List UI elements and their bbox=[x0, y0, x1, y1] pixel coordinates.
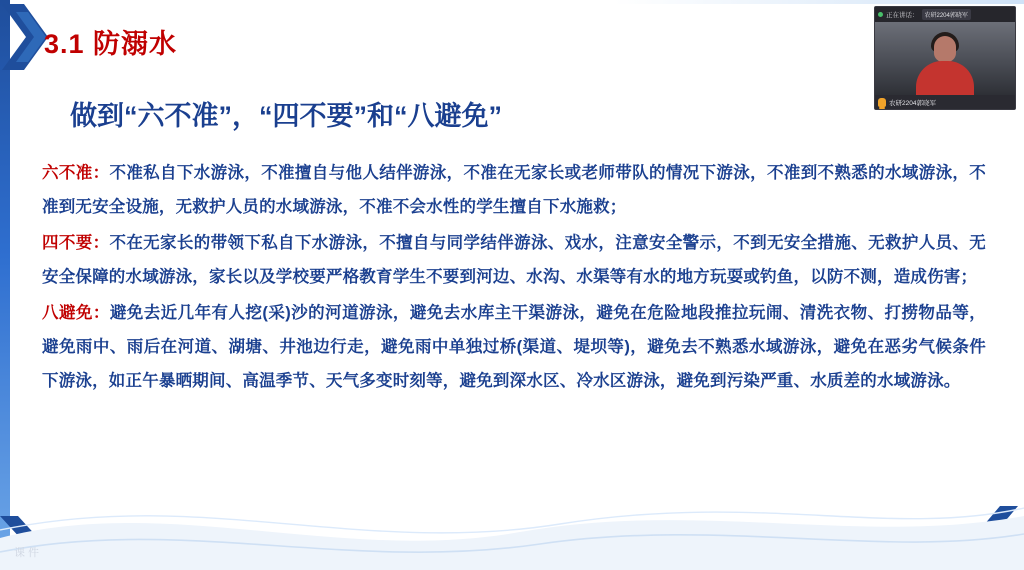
microphone-icon[interactable] bbox=[878, 98, 886, 107]
video-feed[interactable] bbox=[875, 22, 1015, 95]
video-topbar bbox=[875, 7, 1015, 22]
paragraph-sibuyao bbox=[42, 226, 986, 294]
video-bottombar bbox=[875, 95, 1015, 109]
page-title: 3.1 防溺水 bbox=[44, 29, 178, 59]
paragraph-lead-liubuzhun: 六不准： bbox=[42, 164, 110, 182]
slide-body bbox=[42, 156, 986, 400]
paragraph-babimian bbox=[42, 296, 986, 398]
speaker-name-chip: 农研2204郭晓军 bbox=[922, 9, 971, 20]
top-border bbox=[0, 0, 1024, 4]
watermark-text: 课件 bbox=[14, 547, 42, 559]
participant-head bbox=[934, 36, 956, 62]
participant-name-label: 农研2204郭晓军 bbox=[889, 99, 936, 107]
paragraph-liubuzhun bbox=[42, 156, 986, 224]
wave-decoration bbox=[0, 460, 1024, 570]
speaking-indicator-icon bbox=[878, 12, 883, 17]
chevron-top-left-icon bbox=[2, 4, 48, 70]
video-conference-panel[interactable] bbox=[874, 6, 1016, 110]
paragraph-text-liubuzhun: 不准私自下水游泳，不准擅自与他人结伴游泳，不准在无家长或老师带队的情况下游泳，不准到不熟悉的水域游泳，不准到无安全设施，无救护人员的水域游泳，不准不会水性的学生擅自下水施救； bbox=[42, 164, 986, 216]
paragraph-lead-babimian: 八避免： bbox=[42, 304, 110, 322]
paragraph-text-sibuyao: 不在无家长的带领下私自下水游泳，不擅自与同学结伴游泳、戏水，注意安全警示，不到无安全措施、无救护人员、无安全保障的水域游泳，家长以及学校要严格教育学生不要到河边、水沟、水渠等有水的地方玩耍或钓鱼，以防不测，造成伤害； bbox=[42, 234, 986, 286]
speaking-label: 正在讲话： bbox=[886, 12, 919, 19]
page-subtitle: 做到“六不准”，“四不要”和“八避免” bbox=[70, 101, 502, 131]
participant-body bbox=[916, 61, 974, 95]
paragraph-lead-sibuyao: 四不要： bbox=[42, 234, 110, 252]
paragraph-text-babimian: 避免去近几年有人挖(采)沙的河道游泳，避免去水库主干渠游泳，避免在危险地段推拉玩闹、清洗衣物、打捞物品等，避免雨中、雨后在河道、湖塘、井池边行走，避免雨中单独过桥(渠道、堤坝等)，避免去不熟悉水域游泳，避免在恶劣气候条件下游泳，如正午暴晒期间、高温季节、天气多变时刻等，避免到深水区、冷水区游泳，避免到污染严重、水质差的水域游泳。 bbox=[42, 304, 986, 390]
